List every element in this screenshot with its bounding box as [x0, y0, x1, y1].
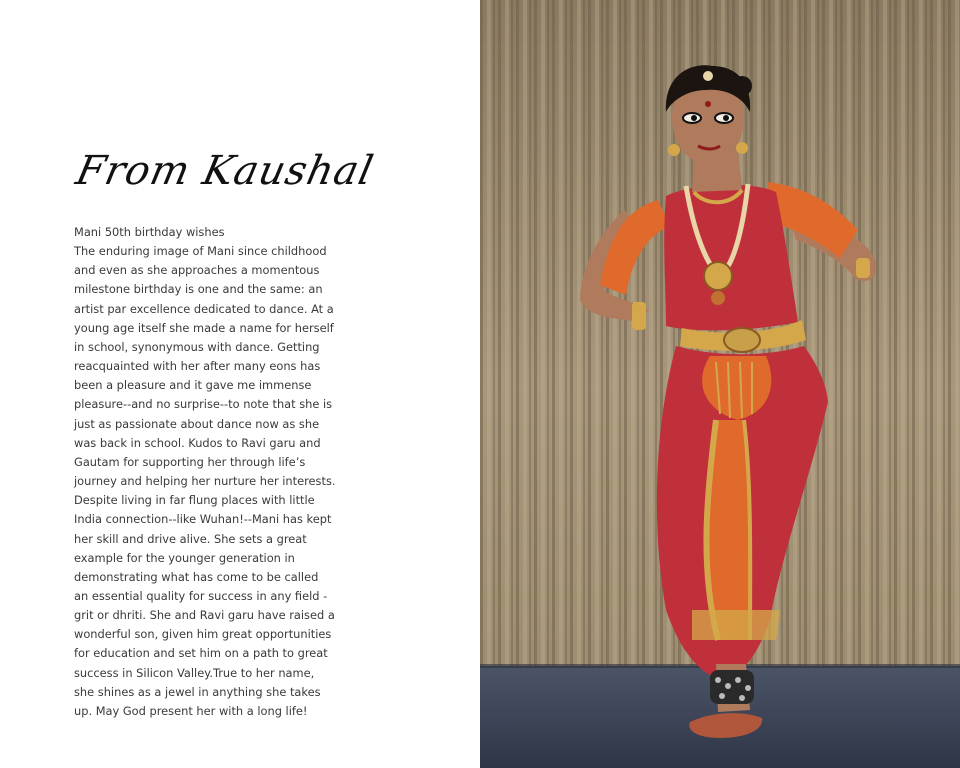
message-body — [74, 223, 336, 721]
message-subject: Mani 50th birthday wishes — [74, 225, 225, 239]
message-text: The enduring image of Mani since childhood and even as she approaches a momentous milestone birthday is one and the same: an artist par excellence dedicated to dance. At a young age itself she made a name for herself in school, synonymous with dance. Getting reacquainted with her after many eons has been a pleasure and it gave me immense pleasure--and no surprise--to note that she is just as passionate about dance now as she was back in school. Kudos to Ravi garu and Gautam for supporting her through life’s journey and helping her nurture her interests. Despite living in far flung places with little India connection--like Wuhan!--Mani has kept her skill and drive alive. She sets a great example for the younger generation in demonstrating what has come to be called an essential quality for success in any field - grit or dhriti. She and Ravi garu have raised a wonderful son, given him great opportunities for education and set him on a path to great success in Silicon Valley.True to her name, she shines as a jewel in anything she takes up. May God present her with a long life! — [74, 244, 336, 718]
page-heading: From Kaushal — [72, 148, 378, 194]
dancer-photo — [480, 0, 960, 768]
dancer-illustration — [480, 0, 960, 768]
